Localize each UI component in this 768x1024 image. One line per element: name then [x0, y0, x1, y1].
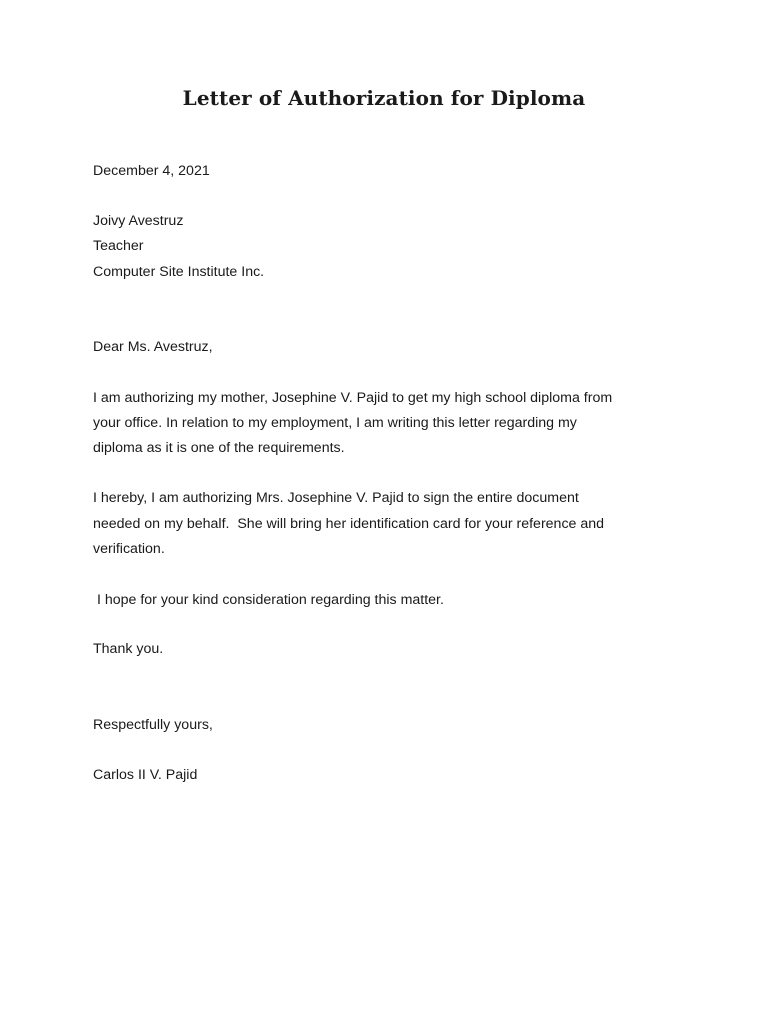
signature-name: Carlos II V. Pajid: [93, 767, 198, 783]
closing: Respectfully yours,: [93, 717, 213, 733]
paragraph-2-line-2: needed on my behalf. She will bring her identification card for your reference and: [93, 516, 605, 532]
thank-you: Thank you.: [93, 641, 164, 657]
paragraph-1-line-1: I am authorizing my mother, Josephine V. Pajid to get my high school diploma from: [93, 390, 613, 406]
paragraph-1-line-2: your office. In relation to my employment, I am writing this letter regarding my: [93, 415, 577, 431]
letter-title: Letter of Authorization for Diploma: [182, 86, 586, 110]
paragraph-2-line-1: I hereby, I am authorizing Mrs. Josephine V. Pajid to sign the entire document: [93, 490, 579, 506]
recipient-name: Joivy Avestruz: [93, 213, 184, 229]
salutation: Dear Ms. Avestruz,: [93, 339, 213, 355]
paragraph-3: I hope for your kind consideration regarding this matter.: [93, 592, 444, 608]
recipient-organization: Computer Site Institute Inc.: [93, 264, 265, 280]
letter-date: December 4, 2021: [93, 163, 210, 179]
paragraph-2-line-3: verification.: [93, 541, 165, 557]
recipient-position: Teacher: [93, 238, 144, 254]
paragraph-1-line-3: diploma as it is one of the requirements.: [93, 440, 345, 456]
